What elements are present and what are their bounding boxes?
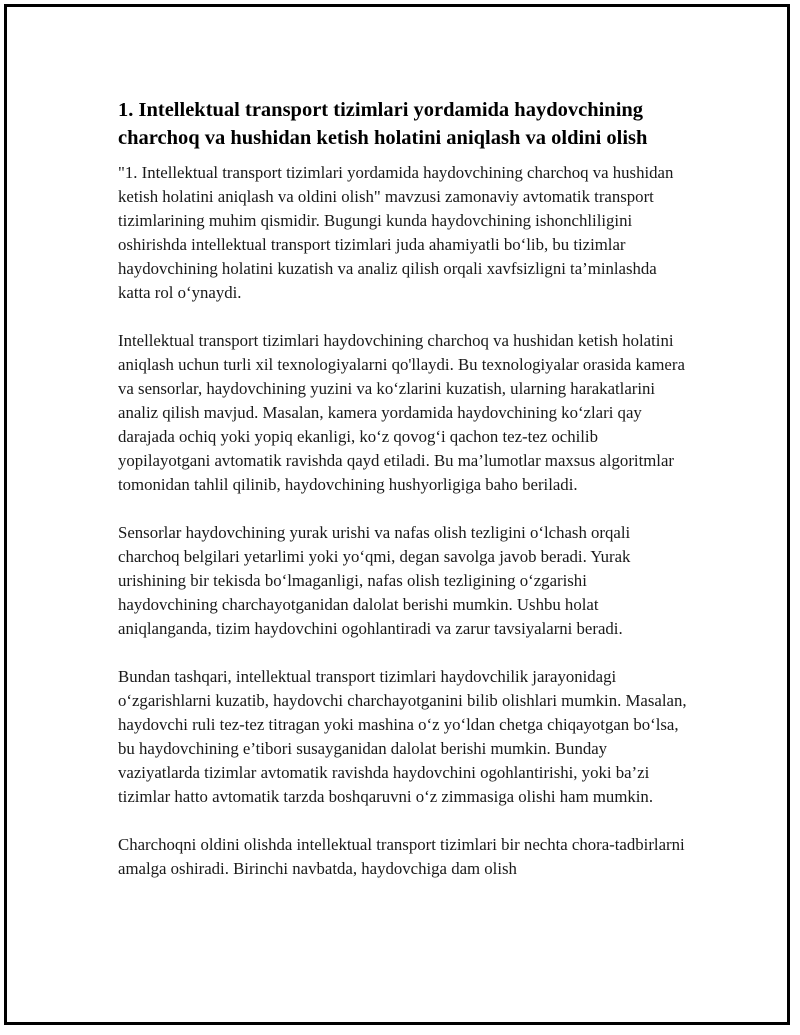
paragraph-sensors: Sensorlar haydovchining yurak urishi va nafas olish tezligini o‘lchash orqali charchoq belgilari yetarlimi yoki yo‘qmi, degan savolga javob beradi. Yurak urishining bir tekisda bo‘lmaganligi, nafas olish tezligining o‘zgarishi haydovchining charchayotganidan dalolat berishi mumkin. Ushbu holat aniqlanganda, tizim haydovchini ogohlantiradi va zarur tavsiyalarni beradi. [118,523,631,638]
document-heading: 1. Intellektual transport tizimlari yordamida haydovchining charchoq va hushidan ketish holatini aniqlash va oldini olish [118,99,648,149]
paragraph-intro: "1. Intellektual transport tizimlari yordamida haydovchining charchoq va hushidan ketish holatini aniqlash va oldini olish" mavzusi zamonaviy avtomatik transport tizimlarining muhim qismidir. Bugungi kunda haydovchining ishonchliligini oshirishda intellektual transport tizimlari juda ahamiyatli bo‘lib, bu tizimlar haydovchining holatini kuzatish va analiz qilish orqali xavfsizligni ta’minlashda katta rol o‘ynaydi. [118,163,674,302]
document-body [118,96,688,881]
paragraph-prevention: Charchoqni oldini olishda intellektual transport tizimlari bir nechta chora-tadbirlarni amalga oshiradi. Birinchi navbatda, haydovchiga dam olish [118,835,685,878]
paragraph-driving-changes: Bundan tashqari, intellektual transport tizimlari haydovchilik jarayonidagi o‘zgarishlarni kuzatib, haydovchi charchayotganini bilib olishlari mumkin. Masalan, haydovchi ruli tez-tez titragan yoki mashina o‘z yo‘ldan chetga chiqayotgan bo‘lsa, bu haydovchining e’tibori susayganidan dalolat berishi mumkin. Bunday vaziyatlarda tizimlar avtomatik ravishda haydovchini ogohlantirishi, yoki ba’zi tizimlar hatto avtomatik tarzda boshqaruvni o‘z zimmasiga olishi ham mumkin. [118,667,687,806]
paragraph-technologies: Intellektual transport tizimlari haydovchining charchoq va hushidan ketish holatini aniqlash uchun turli xil texnologiyalarni qo'llaydi. Bu texnologiyalar orasida kamera va sensorlar, haydovchining yuzini va ko‘zlarini kuzatish, ularning harakatlarini analiz qilish mavjud. Masalan, kamera yordamida haydovchining ko‘zlari qay darajada ochiq yoki yopiq ekanligi, ko‘z qovog‘i qachon tez-tez ochilib yopilayotgani avtomatik ravishda qayd etiladi. Bu ma’lumotlar maxsus algoritmlar tomonidan tahlil qilinib, haydovchining hushyorligiga baho beriladi. [118,331,685,494]
